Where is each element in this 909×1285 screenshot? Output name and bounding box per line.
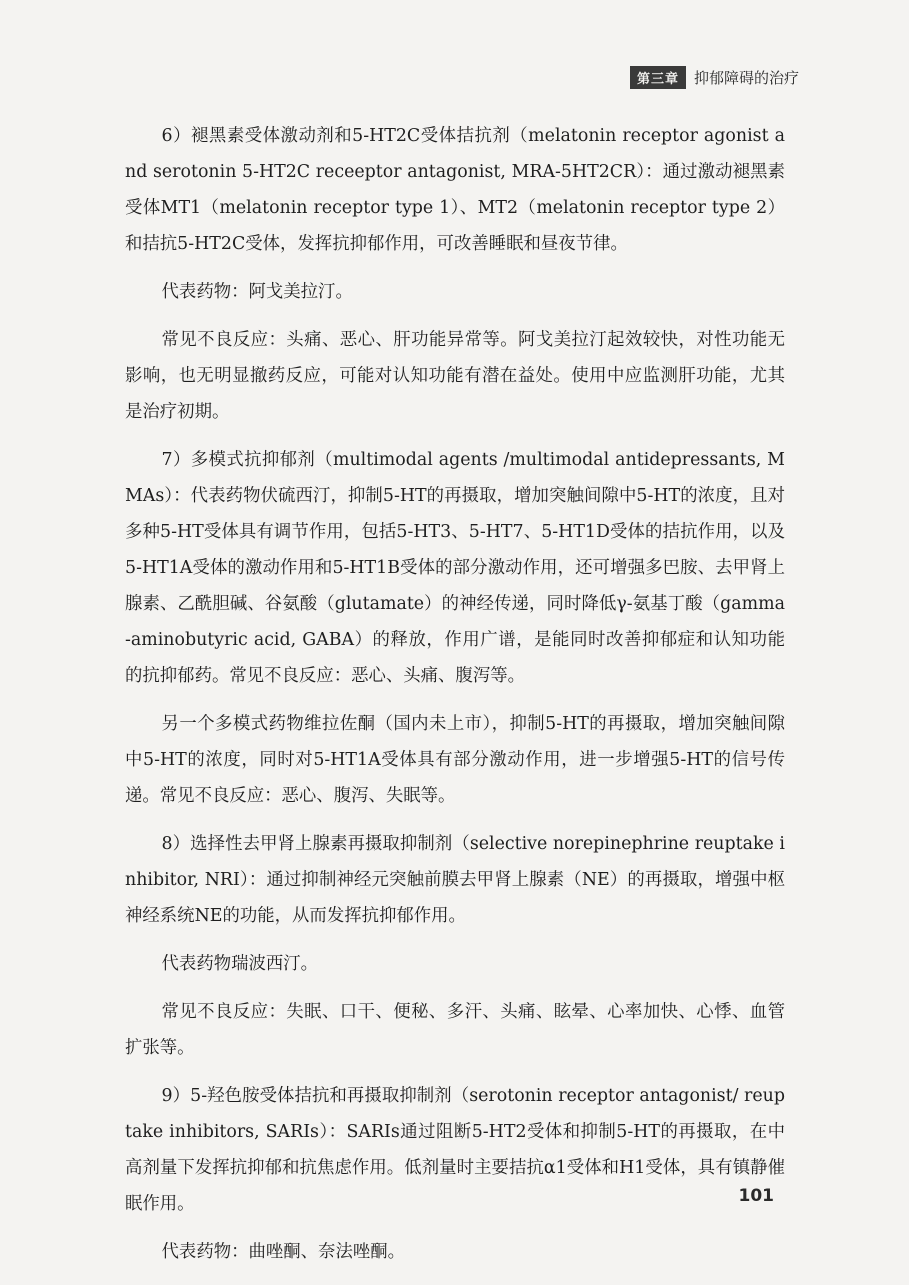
- paragraph-mra-drug: 代表药物：阿戈美拉汀。: [161, 282, 353, 302]
- paragraph-nri-adverse: 常见不良反应：失眠、口干、便秘、多汗、头痛、眩晕、心率加快、心悸、血管扩张等。: [125, 1002, 785, 1058]
- paragraph-sari: 9）5-羟色胺受体拮抗和再摄取抑制剂（serotonin receptor antagonist/ reuptake inhibitors, SARIs）：SARIs通过阻断5-HT2受体和抑制5-HT的再摄取，在中高剂量下发挥抗抑郁和抗焦虑作用。低剂量时主要拮抗α1受体和H1受体，具有镇静催眠作用。: [125, 1086, 785, 1214]
- paragraph-nri-drug: 代表药物瑞波西汀。: [161, 954, 319, 974]
- paragraph-nri: 8）选择性去甲肾上腺素再摄取抑制剂（selective norepinephrine reuptake inhibitor, NRI）：通过抑制神经元突触前膜去甲肾上腺素（NE）的再摄取，增强中枢神经系统NE的功能，从而发挥抗抑郁作用。: [125, 834, 785, 926]
- chapter-title: 抑郁障碍的治疗: [693, 69, 799, 87]
- running-header: [630, 66, 799, 89]
- body-text: [125, 118, 785, 1282]
- paragraph-vilazodone: 另一个多模式药物维拉佐酮（国内未上市），抑制5-HT的再摄取，增加突触间隙中5-HT的浓度，同时对5-HT1A受体具有部分激动作用，进一步增强5-HT的信号传递。常见不良反应：恶心、腹泻、失眠等。: [125, 714, 785, 806]
- page-number: 101: [738, 1186, 774, 1206]
- paragraph-mra: 6）褪黑素受体激动剂和5-HT2C受体拮抗剂（melatonin receptor agonist and serotonin 5-HT2C receeptor antagonist, MRA-5HT2CR）：通过激动褪黑素受体MT1（melatonin receptor type 1）、MT2（melatonin receptor type 2）和拮抗5-HT2C受体，发挥抗抑郁作用，可改善睡眠和昼夜节律。: [125, 126, 785, 254]
- paragraph-mma: 7）多模式抗抑郁剂（multimodal agents /multimodal antidepressants, MMAs）：代表药物伏硫西汀，抑制5-HT的再摄取，增加突触间隙中5-HT的浓度，且对多种5-HT受体具有调节作用，包括5-HT3、5-HT7、5-HT1D受体的拮抗作用，以及5-HT1A受体的激动作用和5-HT1B受体的部分激动作用，还可增强多巴胺、去甲肾上腺素、乙酰胆碱、谷氨酸（glutamate）的神经传递，同时降低γ-氨基丁酸（gamma-aminobutyric acid, GABA）的释放，作用广谱，是能同时改善抑郁症和认知功能的抗抑郁药。常见不良反应：恶心、头痛、腹泻等。: [125, 450, 785, 686]
- paragraph-mra-adverse: 常见不良反应：头痛、恶心、肝功能异常等。阿戈美拉汀起效较快，对性功能无影响，也无明显撤药反应，可能对认知功能有潜在益处。使用中应监测肝功能，尤其是治疗初期。: [125, 330, 785, 422]
- paragraph-sari-drug: 代表药物：曲唑酮、奈法唑酮。: [161, 1242, 406, 1262]
- chapter-badge: 第三章: [630, 66, 686, 89]
